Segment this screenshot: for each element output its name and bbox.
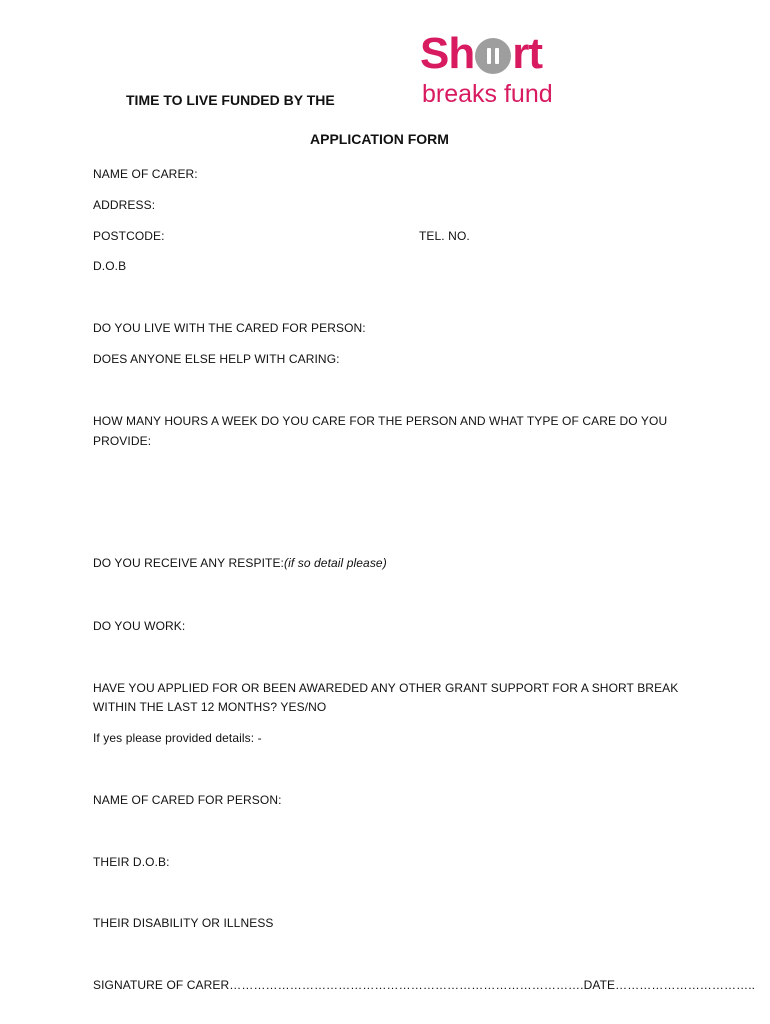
respite-question: DO YOU RECEIVE ANY RESPITE:	[93, 556, 284, 570]
live-with-label: DO YOU LIVE WITH THE CARED FOR PERSON:	[93, 321, 366, 335]
address-label: ADDRESS:	[93, 198, 156, 212]
grant-question-line2: WITHIN THE LAST 12 MONTHS? YES/NO	[93, 700, 327, 714]
do-you-work-label: DO YOU WORK:	[93, 619, 186, 633]
name-cared-label: NAME OF CARED FOR PERSON:	[93, 793, 282, 807]
disability-label: THEIR DISABILITY OR ILLNESS	[93, 916, 274, 930]
name-of-carer-label: NAME OF CARER:	[93, 167, 198, 181]
grant-question-line1: HAVE YOU APPLIED FOR OR BEEN AWAREDED ANY OTHER GRANT SUPPORT FOR A SHORT BREAK	[93, 681, 679, 695]
logo-tagline: breaks fund	[422, 80, 553, 108]
logo-word-part1: Sh	[420, 29, 475, 78]
logo-wordmark	[420, 29, 543, 78]
respite-label	[93, 556, 387, 570]
anyone-else-label: DOES ANYONE ELSE HELP WITH CARING:	[93, 352, 340, 366]
hours-question-line1: HOW MANY HOURS A WEEK DO YOU CARE FOR THE PERSON AND WHAT TYPE OF CARE DO YOU	[93, 414, 668, 428]
header-title: TIME TO LIVE FUNDED BY THE	[126, 92, 335, 108]
postcode-label: POSTCODE:	[93, 229, 165, 243]
short-breaks-fund-logo	[420, 29, 580, 112]
respite-note: (if so detail please)	[283, 556, 387, 570]
tel-no-label: TEL. NO.	[419, 229, 470, 243]
signature-date-line: SIGNATURE OF CARER…………………………………………………………………………….DATE……………………………..	[93, 978, 756, 992]
dob-label: D.O.B	[93, 259, 127, 273]
their-dob-label: THEIR D.O.B:	[93, 855, 170, 869]
form-title: APPLICATION FORM	[310, 131, 449, 147]
hours-question-line2: PROVIDE:	[93, 434, 152, 448]
pause-icon	[475, 38, 511, 74]
logo-word-part2: rt	[512, 29, 543, 78]
grant-details-label: If yes please provided details: -	[93, 731, 262, 745]
